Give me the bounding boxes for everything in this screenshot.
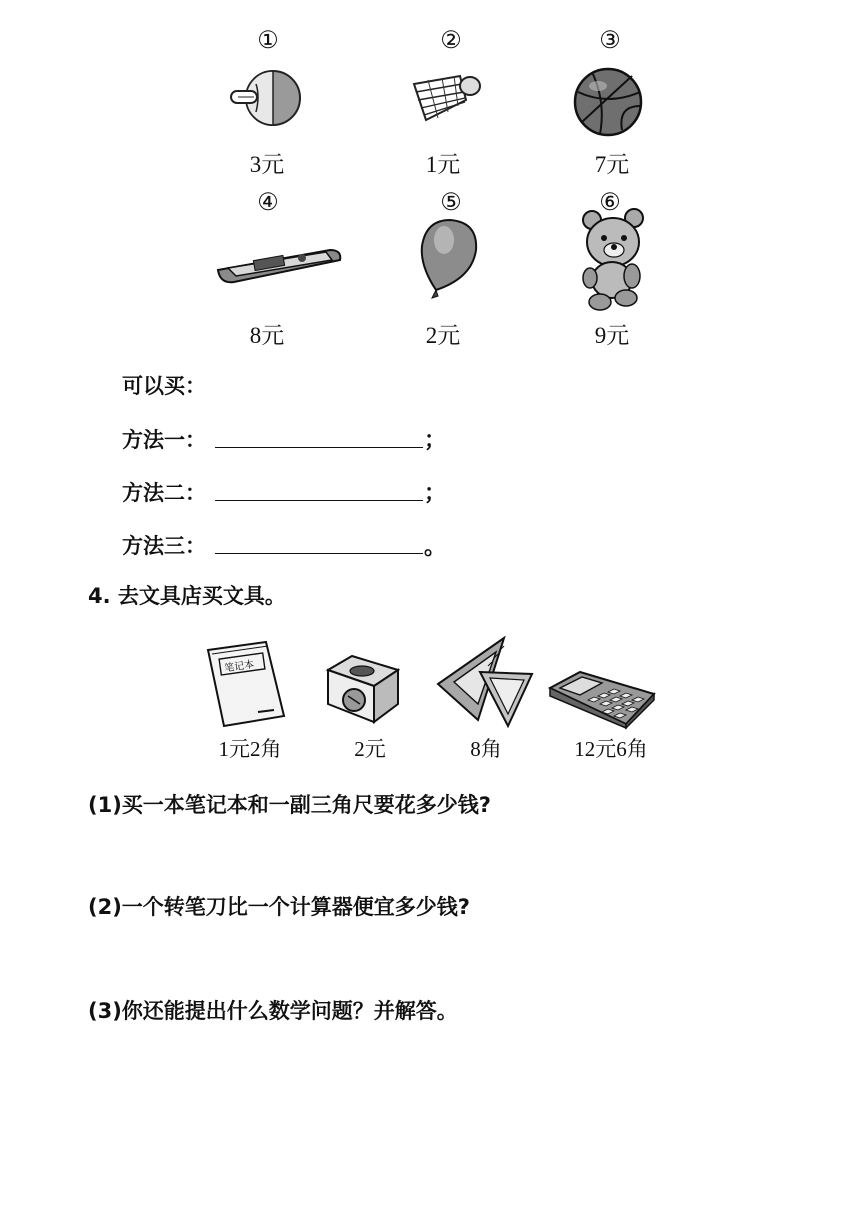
balloon-icon (414, 216, 484, 304)
item-number-6: ⑥ (599, 190, 621, 216)
item-price-5: 2元 (425, 323, 461, 348)
pencil-case-icon (214, 242, 346, 286)
method-2-answer-line[interactable] (215, 499, 423, 501)
calculator-price: 12元6角 (574, 737, 648, 761)
triangle-ruler-icon (434, 636, 534, 728)
method-3-label: 方法三： (122, 534, 206, 558)
item-price-2: 1元 (425, 152, 461, 177)
method-2-end: ； (424, 481, 447, 506)
triangle-ruler-price: 8角 (470, 737, 502, 761)
q4-title: 4. 去文具店买文具。 (88, 584, 286, 608)
item-number-1: ① (257, 28, 279, 54)
notebook-cover-text: 笔记本 (223, 659, 255, 675)
item-price-3: 7元 (594, 152, 630, 177)
method-2-label: 方法二： (122, 481, 206, 505)
question-3: (3)你还能提出什么数学问题？并解答。 (88, 999, 458, 1023)
can-buy-label: 可以买： (122, 374, 206, 398)
calculator-icon (546, 668, 658, 730)
item-number-2: ② (440, 28, 462, 54)
basketball-icon (570, 66, 646, 138)
method-1-label: 方法一： (122, 428, 206, 452)
item-number-4: ④ (257, 190, 279, 216)
notebook-price: 1元2角 (218, 737, 282, 761)
method-3-answer-line[interactable] (215, 552, 423, 554)
notebook-icon (204, 640, 290, 728)
sharpener-price: 2元 (354, 737, 386, 761)
teddy-bear-icon (580, 206, 646, 312)
method-1-end: ； (424, 428, 447, 453)
ping-pong-paddle-icon (226, 66, 306, 130)
shuttlecock-icon (408, 70, 484, 128)
item-price-1: 3元 (249, 152, 285, 177)
question-2: (2)一个转笔刀比一个计算器便宜多少钱? (88, 895, 470, 919)
question-1: (1)买一本笔记本和一副三角尺要花多少钱? (88, 793, 491, 817)
method-1-answer-line[interactable] (215, 446, 423, 448)
item-price-4: 8元 (249, 323, 285, 348)
method-3-end: 。 (424, 535, 447, 560)
item-number-5: ⑤ (440, 190, 462, 216)
item-number-3: ③ (599, 28, 621, 54)
item-price-6: 9元 (594, 323, 630, 348)
pencil-sharpener-icon (324, 652, 402, 724)
